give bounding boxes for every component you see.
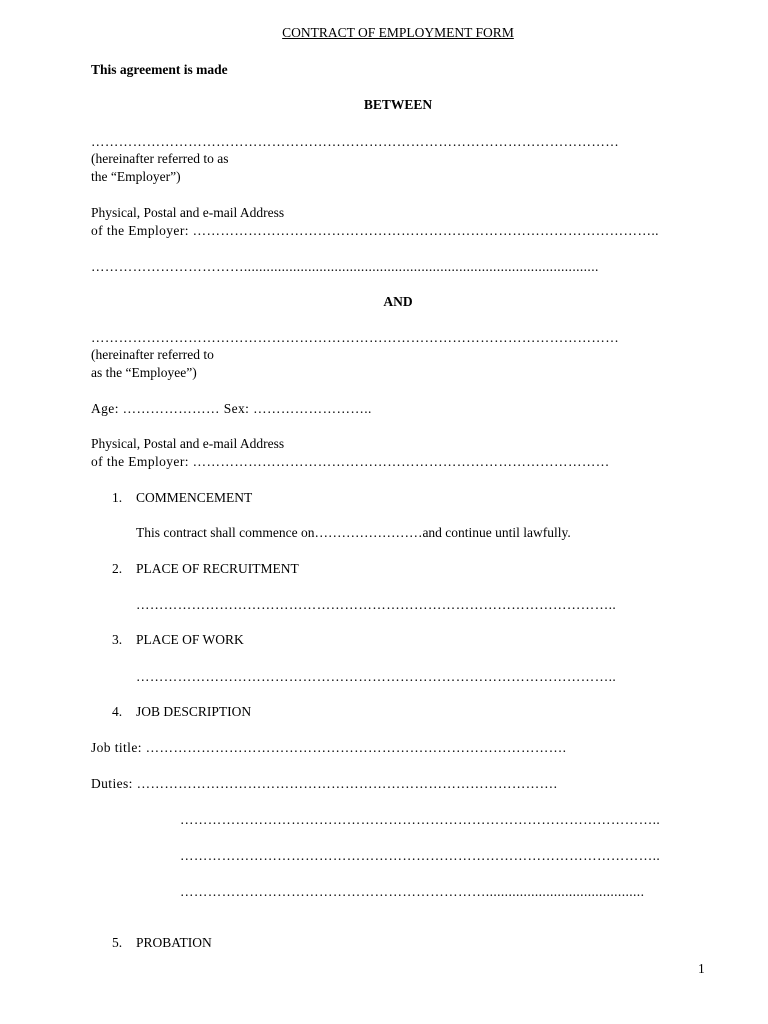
duties-extra-line-1: …………………………………………………………………………………………..	[180, 812, 661, 827]
and-heading: AND	[383, 294, 413, 309]
section-3-heading: PLACE OF WORK	[136, 632, 244, 647]
employer-address-line2: ……………………………..............................................................................................	[91, 259, 599, 274]
job-title-line: Job title: ……………………………………………………………………………….	[91, 740, 567, 755]
section-3-number: 3.	[112, 632, 123, 647]
section-5-heading: PROBATION	[136, 935, 212, 950]
employee-name-line: ……………………………………………………………………………………………………	[91, 330, 620, 345]
duties-line: Duties: ……………………………………………………………………………….	[91, 776, 558, 791]
age-sex-line: Age: ………………… Sex: ……………………..	[91, 401, 372, 416]
employer-name-line: ……………………………………………………………………………………………………	[91, 134, 620, 149]
section-4-number: 4.	[112, 704, 123, 719]
section-2-number: 2.	[112, 561, 123, 576]
employee-address-line: of the Employer: ………………………………………………………………………………	[91, 454, 610, 469]
employee-ref-line1: (hereinafter referred to	[91, 347, 214, 362]
section-5-number: 5.	[112, 935, 123, 950]
intro-text: This agreement is made	[91, 62, 228, 77]
between-heading: BETWEEN	[363, 97, 433, 112]
section-2-line: …………………………………………………………………………………………..	[136, 597, 617, 612]
section-3-line: …………………………………………………………………………………………..	[136, 669, 617, 684]
section-1-text: This contract shall commence on……………………and continue until lawfully.	[136, 525, 571, 540]
section-2-heading: PLACE OF RECRUITMENT	[136, 561, 299, 576]
employer-address-label: Physical, Postal and e-mail Address	[91, 205, 285, 220]
employer-ref-line1: (hereinafter referred to as	[91, 151, 229, 166]
employee-address-label: Physical, Postal and e-mail Address	[91, 436, 285, 451]
employee-ref-line2: as the “Employee”)	[91, 365, 197, 380]
section-1-number: 1.	[112, 490, 123, 505]
section-1-heading: COMMENCEMENT	[136, 490, 253, 505]
duties-extra-line-3: …………………………………………………………..........................................	[180, 884, 645, 899]
page-number: 1	[698, 961, 705, 976]
employer-address-line1: of the Employer: ………………………………………………………………………………………..	[91, 223, 659, 238]
duties-extra-line-2: …………………………………………………………………………………………..	[180, 848, 661, 863]
section-4-heading: JOB DESCRIPTION	[136, 704, 252, 719]
employer-ref-line2: the “Employer”)	[91, 169, 181, 184]
document-title: CONTRACT OF EMPLOYMENT FORM	[282, 25, 514, 40]
